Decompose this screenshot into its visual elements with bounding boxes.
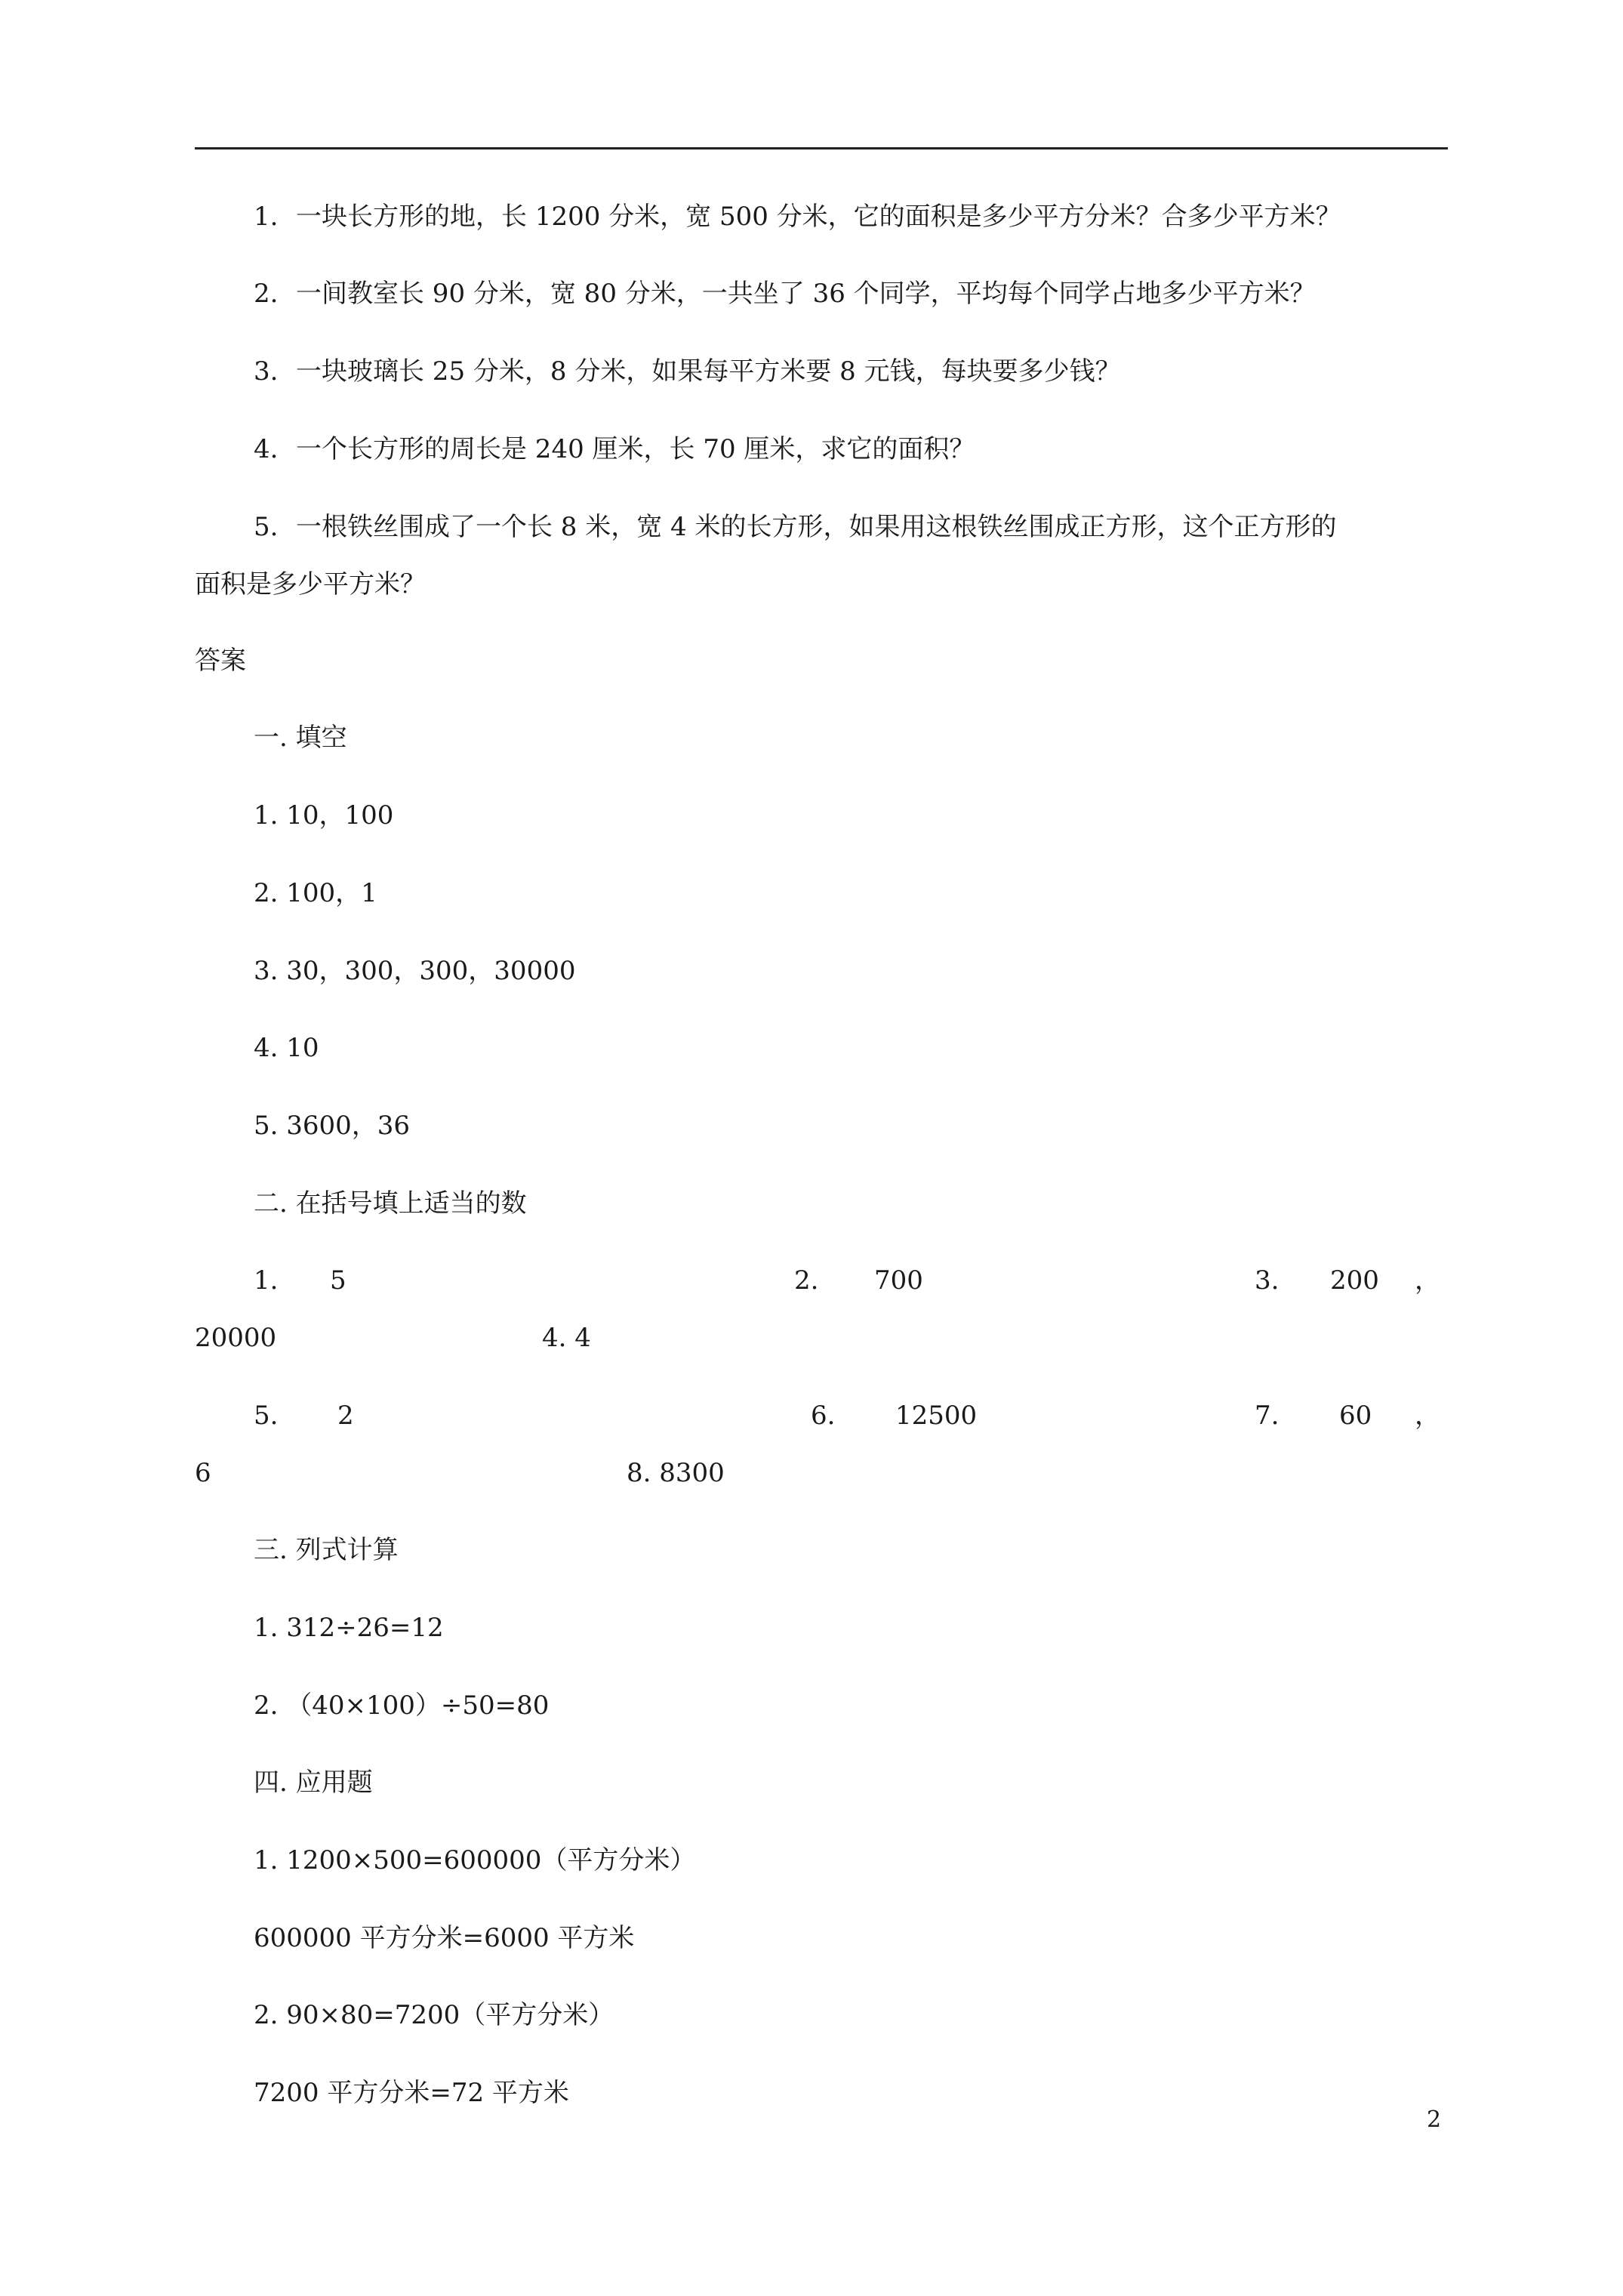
section-2-item-6-value: 12500	[895, 1401, 978, 1431]
section-4-answer-2-conversion: 7200 平方分米=72 平方米	[254, 2078, 569, 2108]
answers-heading: 答案	[195, 646, 246, 676]
section-1-answer-3: 3. 30，300，300，30000	[254, 956, 576, 986]
problem-4: 4. 一个长方形的周长是 240 厘米，长 70 厘米，求它的面积？	[254, 434, 975, 464]
section-2-item-3-continuation: 20000	[195, 1323, 277, 1353]
section-1-answer-2: 2. 100，1	[254, 878, 377, 908]
problem-5: 5. 一根铁丝围成了一个长 8 米，宽 4 米的长方形，如果用这根铁丝围成正方形，这个正方形的	[254, 512, 1337, 542]
section-2-item-5-number: 5.	[254, 1401, 279, 1431]
section-2-item-3-value: 200	[1330, 1265, 1379, 1296]
section-2-item-2-value: 700	[874, 1265, 923, 1296]
section-3-answer-2: 2. （40×100）÷50=80	[254, 1690, 550, 1721]
section-2-item-1-number: 1.	[254, 1265, 279, 1296]
section-3-answer-1: 1. 312÷26=12	[254, 1613, 444, 1643]
section-2-item-6-number: 6.	[811, 1401, 836, 1431]
section-4-answer-1-conversion: 600000 平方分米=6000 平方米	[254, 1923, 635, 1953]
section-4-answer-2: 2. 90×80=7200（平方分米）	[254, 2000, 614, 2030]
section-1-answer-1: 1. 10，100	[254, 800, 394, 831]
section-2-item-7-continuation: 6	[195, 1458, 211, 1488]
section-4-title: 四. 应用题	[254, 1767, 373, 1798]
section-2-item-1-value: 5	[330, 1265, 346, 1296]
section-1-answer-5: 5. 3600，36	[254, 1111, 411, 1141]
problem-2: 2. 一间教室长 90 分米，宽 80 分米，一共坐了 36 个同学，平均每个同学占地多少平方米？	[254, 279, 1316, 309]
problem-1: 1. 一块长方形的地，长 1200 分米，宽 500 分米，它的面积是多少平方分米？合多少平方米？	[254, 202, 1341, 232]
section-2-title: 二. 在括号填上适当的数	[254, 1188, 527, 1219]
section-2-item-4: 4. 4	[542, 1323, 591, 1353]
section-2-item-5-value: 2	[337, 1401, 354, 1431]
header-rule	[195, 147, 1448, 149]
page-number: 2	[1427, 2106, 1442, 2133]
section-2-item-3-number: 3.	[1255, 1265, 1280, 1296]
section-2-item-2-number: 2.	[794, 1265, 819, 1296]
section-4-answer-1: 1. 1200×500=600000（平方分米）	[254, 1845, 696, 1875]
section-1-answer-4: 4. 10	[254, 1033, 319, 1063]
section-2-item-7-value: 60	[1339, 1401, 1372, 1431]
problem-3: 3. 一块玻璃长 25 分米，8 分米，如果每平方米要 8 元钱，每块要多少钱？	[254, 356, 1121, 387]
section-2-item-7-separator: ，	[1415, 1401, 1440, 1431]
section-1-title: 一. 填空	[254, 723, 347, 753]
section-2-item-8: 8. 8300	[627, 1458, 725, 1488]
section-2-item-3-separator: ，	[1415, 1265, 1440, 1296]
section-2-item-7-number: 7.	[1255, 1401, 1280, 1431]
section-3-title: 三. 列式计算	[254, 1535, 399, 1565]
problem-5-continuation: 面积是多少平方米？	[195, 569, 426, 599]
